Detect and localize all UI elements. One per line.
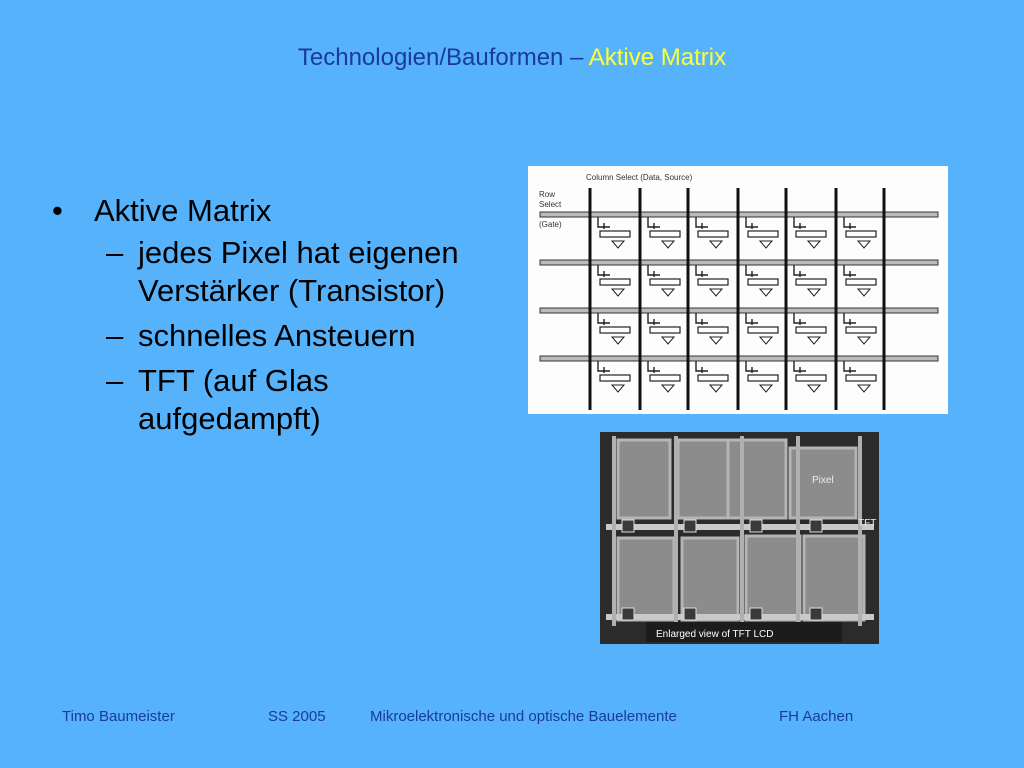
tft-transistor <box>622 608 634 620</box>
ground-symbol <box>858 241 870 248</box>
column-select-line <box>785 188 788 410</box>
ground-symbol <box>760 241 772 248</box>
ground-symbol <box>710 241 722 248</box>
data-line <box>858 436 862 626</box>
transistor-symbol <box>794 361 806 373</box>
tft-photo <box>600 432 879 644</box>
data-line <box>740 436 744 626</box>
column-select-line <box>835 188 838 410</box>
footer-school: FH Aachen <box>779 708 854 725</box>
pixel-capacitor <box>698 375 728 381</box>
sub-item-text: TFT (auf Glas aufgedampft) <box>138 363 329 436</box>
ground-symbol <box>710 337 722 344</box>
transistor-symbol <box>746 361 758 373</box>
pixel-capacitor <box>748 279 778 285</box>
pixel-capacitor <box>698 231 728 237</box>
tft-transistor <box>810 608 822 620</box>
column-select-label: Column Select (Data, Source) <box>586 173 693 182</box>
pixel-capacitor <box>748 327 778 333</box>
pixel-capacitor <box>650 231 680 237</box>
transistor-symbol <box>598 265 610 277</box>
data-line <box>612 436 616 626</box>
pixel-cell <box>618 440 670 518</box>
transistor-symbol <box>844 313 856 325</box>
tft-label: TFT <box>858 518 877 529</box>
ground-symbol <box>808 241 820 248</box>
pixel-capacitor <box>650 279 680 285</box>
sub-item <box>106 317 482 355</box>
tft-transistor <box>684 520 696 532</box>
ground-symbol <box>612 337 624 344</box>
pixel-capacitor <box>698 327 728 333</box>
transistor-symbol <box>794 265 806 277</box>
pixel-capacitor <box>600 375 630 381</box>
ground-symbol <box>858 289 870 296</box>
transistor-symbol <box>696 313 708 325</box>
title-main: Technologien/Bauformen – <box>297 44 589 71</box>
pixel-cell <box>728 440 786 518</box>
column-select-line <box>639 188 642 410</box>
transistor-symbol <box>598 361 610 373</box>
ground-symbol <box>612 385 624 392</box>
transistor-symbol <box>648 265 660 277</box>
column-select-line <box>883 188 886 410</box>
pixel-capacitor <box>846 375 876 381</box>
column-select-line <box>589 188 592 410</box>
pixel-capacitor <box>846 327 876 333</box>
ground-symbol <box>760 337 772 344</box>
pixel-capacitor <box>600 231 630 237</box>
sub-item <box>106 234 482 310</box>
ground-symbol <box>612 289 624 296</box>
footer-course: Mikroelektronische und optische Bauelemente <box>370 708 677 725</box>
transistor-symbol <box>598 217 610 229</box>
pixel-label: Pixel <box>812 475 834 486</box>
pixel-capacitor <box>748 375 778 381</box>
pixel-capacitor <box>748 231 778 237</box>
tft-transistor <box>684 608 696 620</box>
matrix-drawing <box>528 166 948 414</box>
pixel-capacitor <box>796 327 826 333</box>
transistor-symbol <box>844 361 856 373</box>
transistor-symbol <box>746 313 758 325</box>
dash-mark: – <box>106 363 124 398</box>
transistor-symbol <box>696 217 708 229</box>
row-select-label: Row Select (Gate) <box>539 190 562 229</box>
ground-symbol <box>858 385 870 392</box>
ground-symbol <box>760 289 772 296</box>
ground-symbol <box>662 241 674 248</box>
ground-symbol <box>808 337 820 344</box>
tft-transistor <box>810 520 822 532</box>
ground-symbol <box>710 289 722 296</box>
pixel-cell <box>746 536 800 620</box>
pixel-capacitor <box>600 327 630 333</box>
tft-photo-drawing <box>600 432 879 644</box>
transistor-symbol <box>794 217 806 229</box>
transistor-symbol <box>794 313 806 325</box>
title-accent: Aktive Matrix <box>588 44 727 71</box>
bullet-list <box>52 192 482 445</box>
pixel-cell <box>804 536 864 620</box>
transistor-symbol <box>648 313 660 325</box>
column-select-line <box>687 188 690 410</box>
pixel-capacitor <box>796 375 826 381</box>
tft-transistor <box>622 520 634 532</box>
transistor-symbol <box>648 361 660 373</box>
ground-symbol <box>760 385 772 392</box>
pixel-capacitor <box>846 279 876 285</box>
transistor-symbol <box>746 217 758 229</box>
pixel-capacitor <box>796 231 826 237</box>
tft-transistor <box>750 608 762 620</box>
active-matrix-diagram <box>528 166 948 414</box>
sub-item-text: jedes Pixel hat eigenen Verstärker (Transistor) <box>138 235 459 308</box>
bullet-mark: • <box>52 193 63 228</box>
pixel-capacitor <box>796 279 826 285</box>
data-line <box>796 436 800 626</box>
pixel-capacitor <box>600 279 630 285</box>
ground-symbol <box>662 289 674 296</box>
bullet-text: Aktive Matrix <box>94 193 272 228</box>
pixel-capacitor <box>650 375 680 381</box>
bullet-item <box>52 192 482 230</box>
slide-title <box>0 44 1024 72</box>
tft-transistor <box>750 520 762 532</box>
dash-mark: – <box>106 318 124 353</box>
ground-symbol <box>858 337 870 344</box>
transistor-symbol <box>696 265 708 277</box>
footer-semester: SS 2005 <box>268 708 326 725</box>
transistor-symbol <box>746 265 758 277</box>
ground-symbol <box>662 337 674 344</box>
footer-author: Timo Baumeister <box>62 708 175 725</box>
ground-symbol <box>710 385 722 392</box>
transistor-symbol <box>648 217 660 229</box>
photo-caption: Enlarged view of TFT LCD <box>656 629 774 640</box>
pixel-capacitor <box>846 231 876 237</box>
sub-item <box>106 362 482 438</box>
transistor-symbol <box>844 217 856 229</box>
transistor-symbol <box>696 361 708 373</box>
ground-symbol <box>662 385 674 392</box>
transistor-symbol <box>844 265 856 277</box>
dash-mark: – <box>106 235 124 270</box>
pixel-capacitor <box>650 327 680 333</box>
sub-item-text: schnelles Ansteuern <box>138 318 416 353</box>
data-line <box>674 436 678 626</box>
column-select-line <box>737 188 740 410</box>
ground-symbol <box>808 385 820 392</box>
ground-symbol <box>612 241 624 248</box>
ground-symbol <box>808 289 820 296</box>
pixel-capacitor <box>698 279 728 285</box>
transistor-symbol <box>598 313 610 325</box>
